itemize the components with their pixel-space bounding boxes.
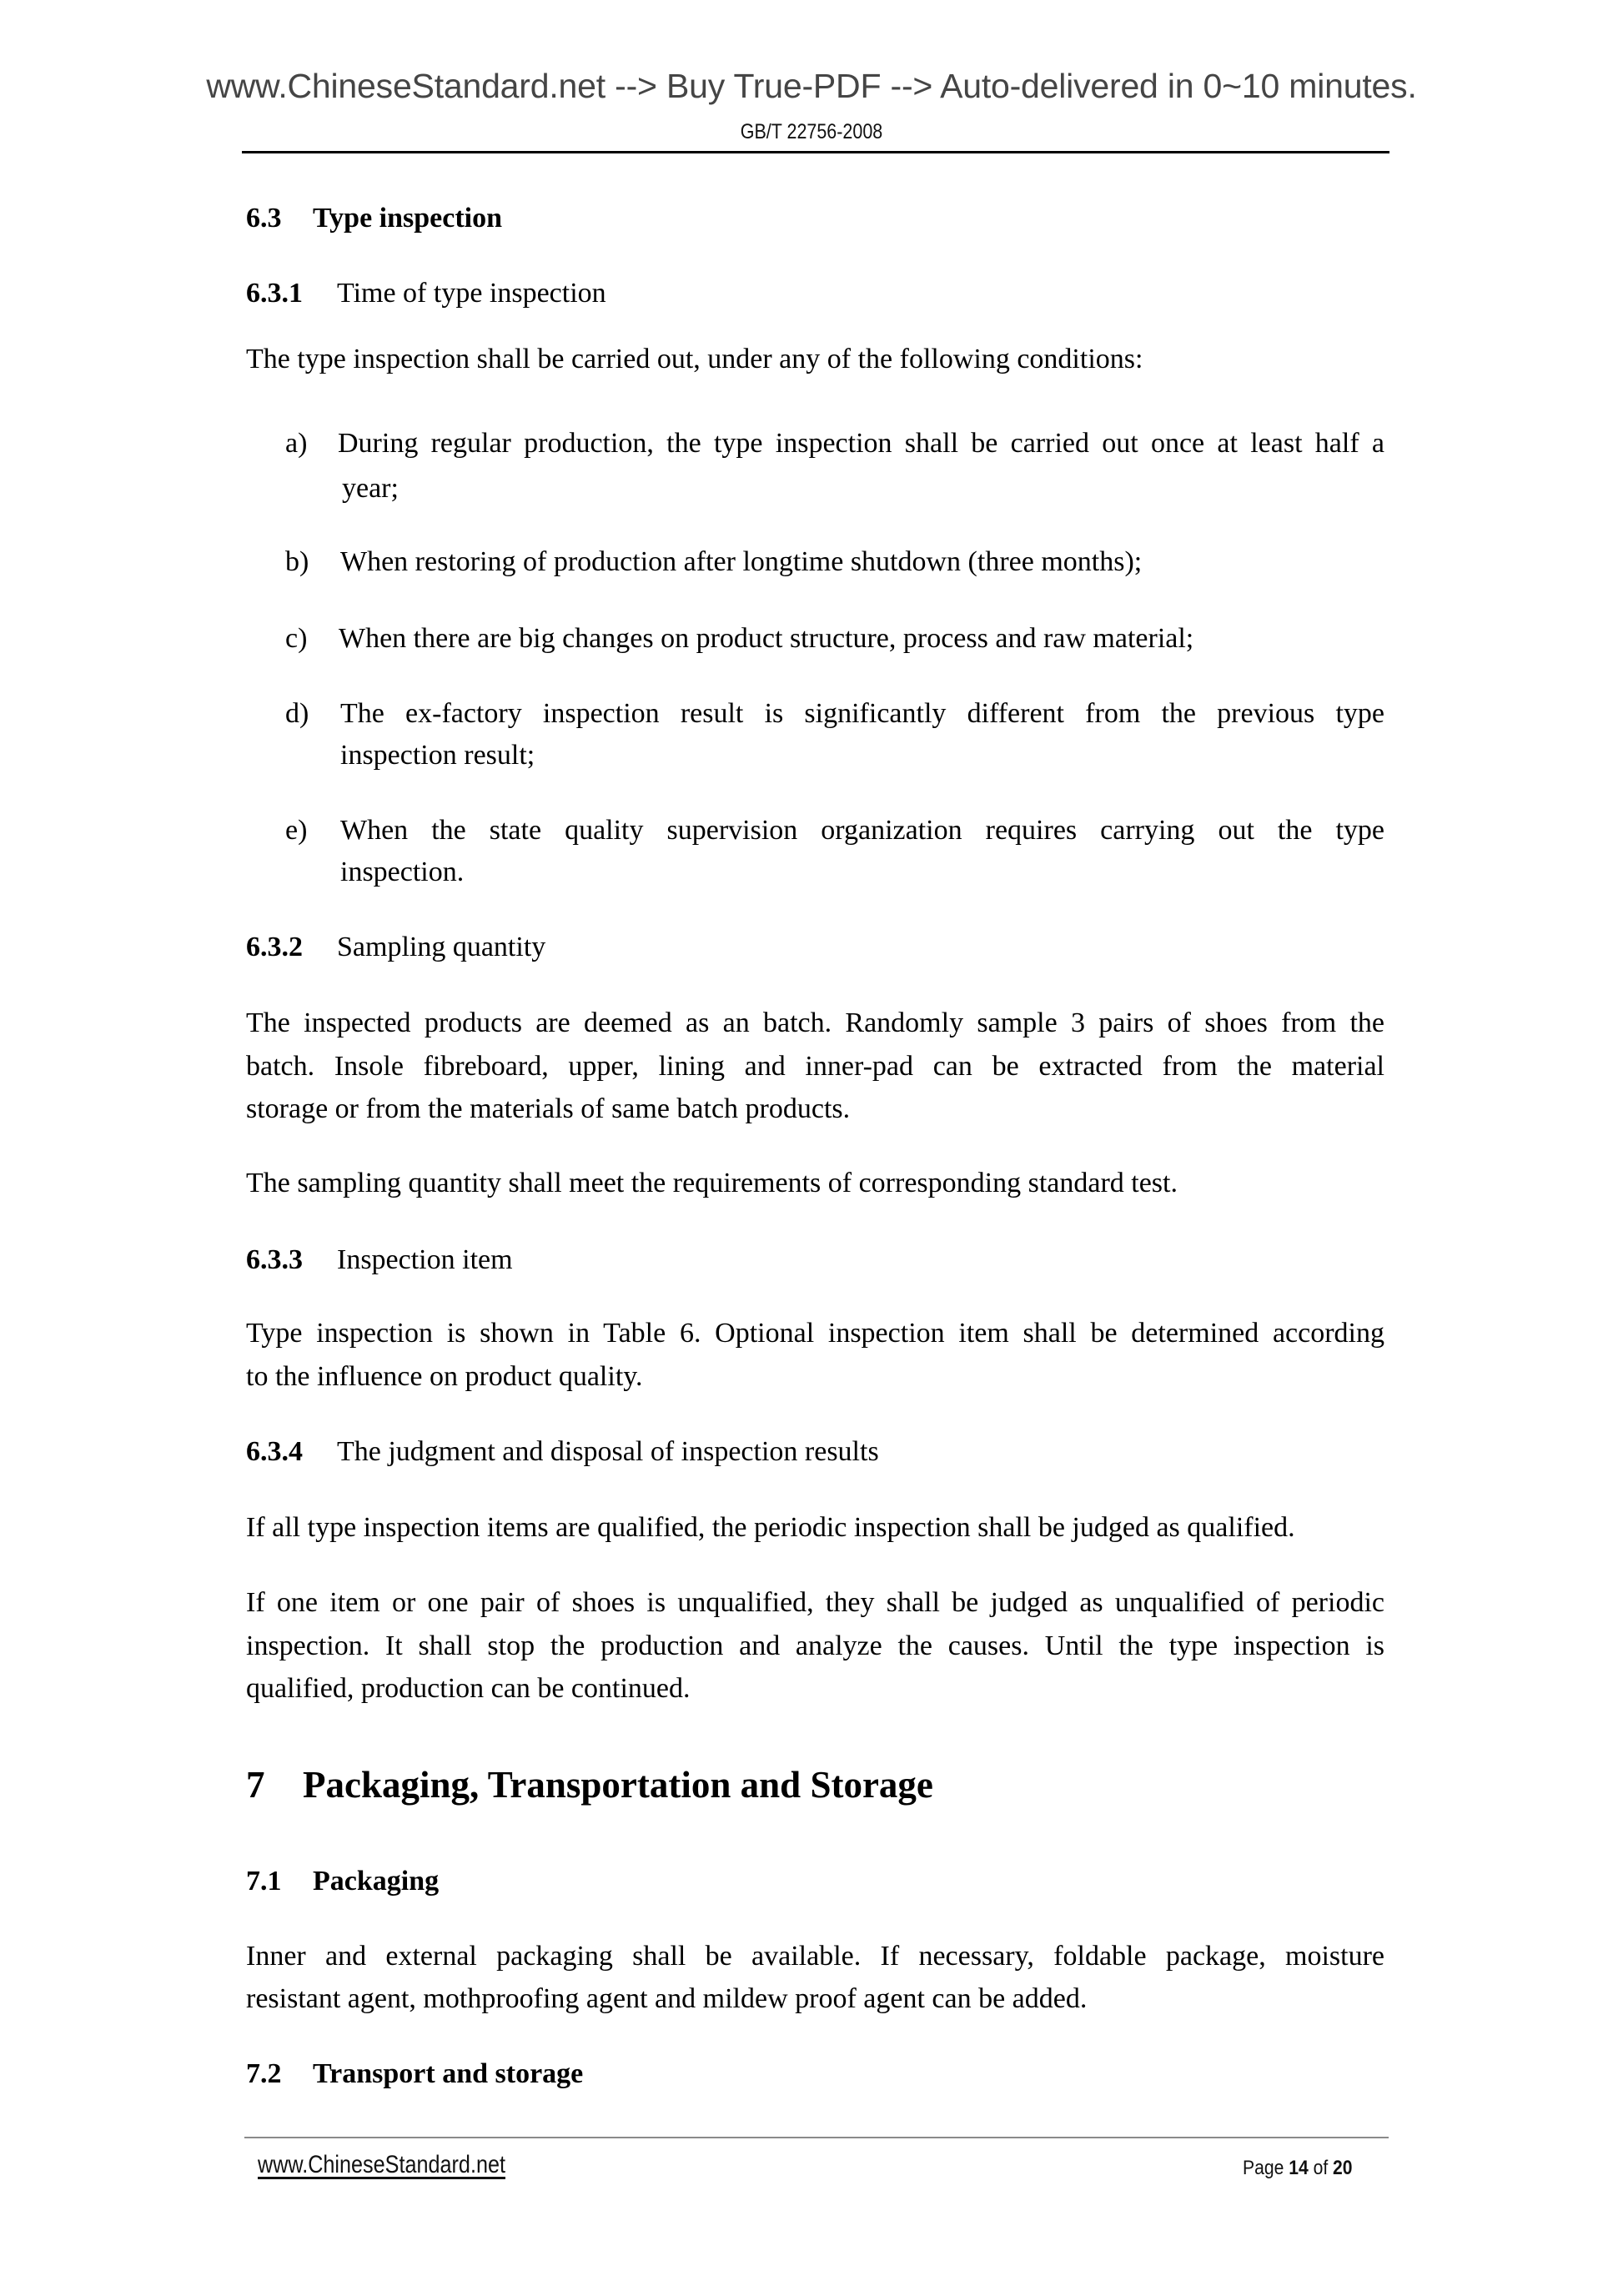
text-line: The inspected products are deemed as an batch. Randomly sample 3 pairs of shoes from the — [246, 1007, 1384, 1038]
section-number: 7.2 — [246, 2058, 282, 2089]
text-line: qualified, production can be continued. — [246, 1673, 691, 1704]
section-number: 7.1 — [246, 1866, 282, 1897]
list-marker: b) — [285, 546, 309, 577]
text-line: The ex-factory inspection result is significantly different from the previous type — [340, 698, 1384, 729]
text-line: When the state quality supervision organization requires carrying out the type — [340, 815, 1384, 846]
page-word: Page — [1243, 2157, 1284, 2179]
page-indicator — [1243, 2158, 1353, 2178]
footer-rule — [244, 2137, 1389, 2138]
section-heading-6-3-3 — [246, 1246, 513, 1274]
section-heading-6-3 — [246, 204, 502, 233]
section-title: Packaging — [313, 1866, 440, 1897]
section-number: 6.3 — [246, 203, 282, 234]
text-line: Inner and external packaging shall be available. If necessary, foldable package, moisture — [246, 1941, 1384, 1972]
section-title: The judgment and disposal of inspection results — [337, 1436, 879, 1467]
text-line: If one item or one pair of shoes is unqualified, they shall be judged as unqualified of periodic — [246, 1587, 1384, 1618]
list-marker: e) — [285, 815, 308, 846]
list-marker: a) — [285, 428, 308, 459]
footer-website-link[interactable]: www.ChineseStandard.net — [258, 2151, 505, 2178]
text-line: Type inspection is shown in Table 6. Optional inspection item shall be determined according — [246, 1318, 1384, 1349]
section-heading-7-1 — [246, 1867, 439, 1896]
section-title: Sampling quantity — [337, 932, 546, 962]
list-marker: c) — [285, 623, 308, 654]
text-line: The sampling quantity shall meet the requirements of corresponding standard test. — [246, 1168, 1178, 1198]
section-number: 6.3.4 — [246, 1436, 303, 1467]
section-title: Inspection item — [337, 1244, 513, 1275]
text-line: If all type inspection items are qualified, the periodic inspection shall be judged as qualified. — [246, 1512, 1295, 1543]
section-number: 6.3.3 — [246, 1244, 303, 1275]
document-id: GB/T 22756-2008 — [740, 120, 883, 143]
text-line: When there are big changes on product structure, process and raw material; — [339, 623, 1194, 654]
section-title: Type inspection — [313, 203, 503, 234]
section-title: Transport and storage — [313, 2058, 584, 2089]
section-number: 6.3.2 — [246, 932, 303, 962]
section-title: Time of type inspection — [337, 278, 606, 309]
chapter-number: 7 — [246, 1764, 265, 1806]
section-heading-6-3-4 — [246, 1438, 879, 1466]
promo-banner[interactable]: www.ChineseStandard.net --> Buy True-PDF --> Auto-delivered in 0~10 minutes. — [206, 67, 1417, 105]
text-line: inspection result; — [340, 740, 535, 771]
page-of: of — [1313, 2157, 1329, 2179]
header-rule — [242, 151, 1389, 153]
section-heading-6-3-1 — [246, 279, 606, 308]
text-line: to the influence on product quality. — [246, 1361, 643, 1392]
text-line: storage or from the materials of same batch products. — [246, 1093, 851, 1124]
section-heading-6-3-2 — [246, 933, 545, 962]
text-line: batch. Insole fibreboard, upper, lining and inner-pad can be extracted from the material — [246, 1051, 1384, 1082]
chapter-title: Packaging, Transportation and Storage — [303, 1764, 933, 1806]
text-line: During regular production, the type inspection shall be carried out once at least half a — [338, 428, 1384, 459]
page-total: 20 — [1333, 2157, 1353, 2179]
text-line: year; — [342, 473, 399, 504]
section-heading-7-2 — [246, 2060, 583, 2088]
chapter-heading-7 — [246, 1766, 933, 1804]
page-current: 14 — [1289, 2157, 1309, 2179]
section-number: 6.3.1 — [246, 278, 303, 309]
text-line: resistant agent, mothproofing agent and mildew proof agent can be added. — [246, 1983, 1088, 2014]
text-line: inspection. It shall stop the production and analyze the causes. Until the type inspection is — [246, 1630, 1384, 1661]
text-line: When restoring of production after longtime shutdown (three months); — [340, 546, 1143, 577]
text-line: inspection. — [340, 857, 465, 887]
text-line: The type inspection shall be carried out, under any of the following conditions: — [246, 344, 1143, 374]
list-marker: d) — [285, 698, 309, 729]
